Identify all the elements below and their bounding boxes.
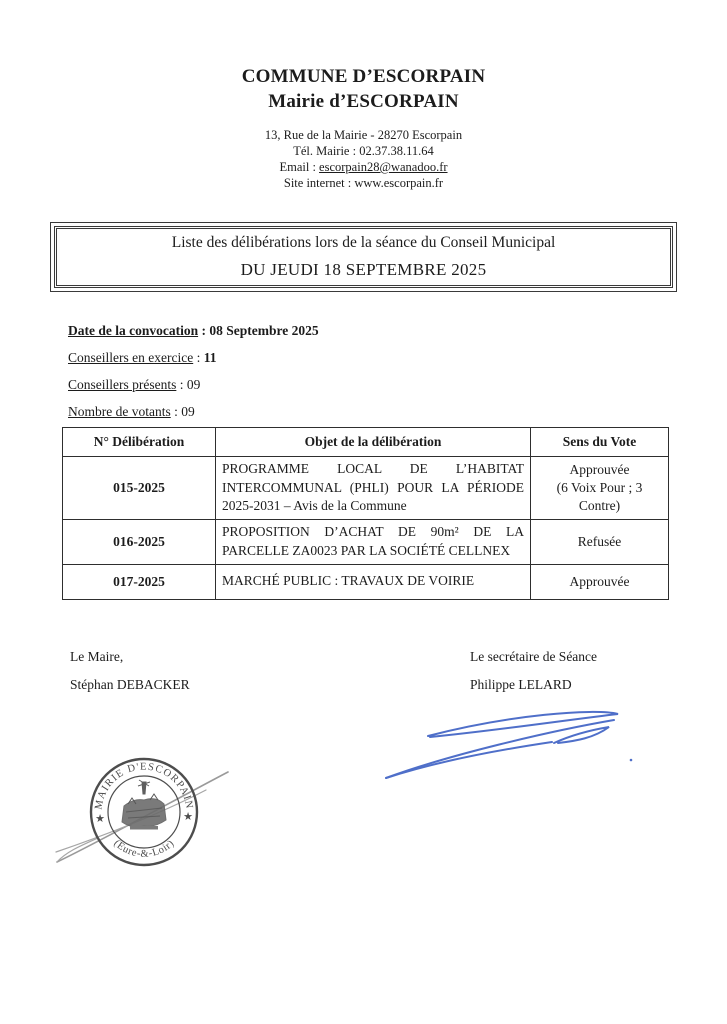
letterhead (0, 64, 727, 191)
vote-result: Refusée (577, 533, 622, 549)
vote-detail: (6 Voix Pour ; 3 Contre) (556, 479, 643, 513)
contact-block (0, 127, 727, 191)
meta-value: 09 (181, 404, 195, 419)
deliberation-objet: PROGRAMME LOCAL DE L’HABITAT INTERCOMMUNAL (PHLI) POUR LA PÉRIODE 2025-2031 – Avis de la Commune (216, 457, 531, 520)
stamp-star-right: ★ (183, 811, 193, 823)
mairie-title: Mairie d’ESCORPAIN (268, 91, 459, 112)
signature-ink-dot (630, 759, 633, 762)
secretary-signature-block (470, 648, 597, 693)
meta-separator: : (193, 350, 204, 365)
signature-stroke (386, 742, 552, 778)
mayor-role: Le Maire, (70, 649, 124, 664)
meta-conseillers-presents (68, 375, 319, 402)
table-row (63, 564, 669, 599)
svg-text:(Eure-&-Loir) (111, 838, 176, 860)
mayor-name: Stéphan DEBACKER (70, 677, 190, 692)
meta-value: 08 Septembre 2025 (209, 323, 319, 338)
website-line (0, 175, 727, 191)
address-line: 13, Rue de la Mairie - 28270 Escorpain (264, 128, 463, 142)
phone-line: Tél. Mairie : 02.37.38.11.64 (293, 144, 434, 158)
table-header-row (63, 428, 669, 457)
table-row (63, 519, 669, 564)
column-header-numero: N° Délibération (63, 428, 216, 457)
stamp-crest-icon (122, 780, 166, 830)
email-link: escorpain28@wanadoo.fr (319, 160, 448, 174)
deliberation-number: 017-2025 (63, 564, 216, 599)
stamp-top-text: MAIRIE D'ESCORPAIN (93, 761, 195, 811)
meta-separator: : (176, 377, 187, 392)
email-label: Email : (279, 160, 320, 174)
vote-result: Approuvée (569, 461, 630, 477)
vote-result: Approuvée (569, 573, 630, 589)
secretary-role: Le secrétaire de Séance (470, 649, 598, 664)
deliberation-vote (531, 457, 669, 520)
title-box-inner (54, 226, 673, 288)
secretary-name: Philippe LELARD (470, 677, 572, 692)
deliberation-vote (531, 519, 669, 564)
stamp-bottom-text: (Eure-&-Loir) (111, 838, 177, 860)
meta-separator: : (170, 404, 182, 419)
meta-label: Date de la convocation (68, 323, 199, 338)
table-row (63, 457, 669, 520)
email-line (0, 159, 727, 175)
mairie-stamp-icon (54, 742, 234, 882)
mayor-signature-block (70, 648, 190, 693)
title-box (50, 222, 677, 292)
meta-separator: : (198, 323, 210, 338)
meta-label: Conseillers en exercice (68, 350, 194, 365)
session-date-title: DU JEUDI 18 SEPTEMBRE 2025 (240, 260, 487, 279)
column-header-objet: Objet de la délibération (216, 428, 531, 457)
meta-value: 09 (186, 377, 201, 392)
document-title: Liste des délibérations lors de la séance du Conseil Municipal (171, 234, 556, 251)
commune-title: COMMUNE D’ESCORPAIN (241, 66, 486, 87)
deliberation-objet: PROPOSITION D’ACHAT DE 90m² DE LA PARCELLE ZA0023 PAR LA SOCIÉTÉ CELLNEX (216, 519, 531, 564)
meta-label: Nombre de votants (68, 404, 171, 419)
meta-label: Conseillers présents (68, 377, 177, 392)
handwritten-signature-icon (378, 698, 646, 790)
stamp-star-left: ★ (95, 813, 105, 825)
website-label: Site internet : (283, 176, 355, 190)
meta-nombre-votants (68, 402, 319, 429)
deliberation-number: 015-2025 (63, 457, 216, 520)
meta-conseillers-exercice (68, 348, 319, 375)
meta-value: 11 (203, 350, 217, 365)
convocation-meta (68, 321, 319, 429)
deliberation-objet: MARCHÉ PUBLIC : TRAVAUX DE VOIRIE (216, 564, 531, 599)
deliberations-table (62, 427, 669, 600)
column-header-vote: Sens du Vote (531, 428, 669, 457)
website-value: www.escorpain.fr (354, 176, 444, 190)
deliberation-number: 016-2025 (63, 519, 216, 564)
meta-convocation-date (68, 321, 319, 348)
deliberation-vote (531, 564, 669, 599)
